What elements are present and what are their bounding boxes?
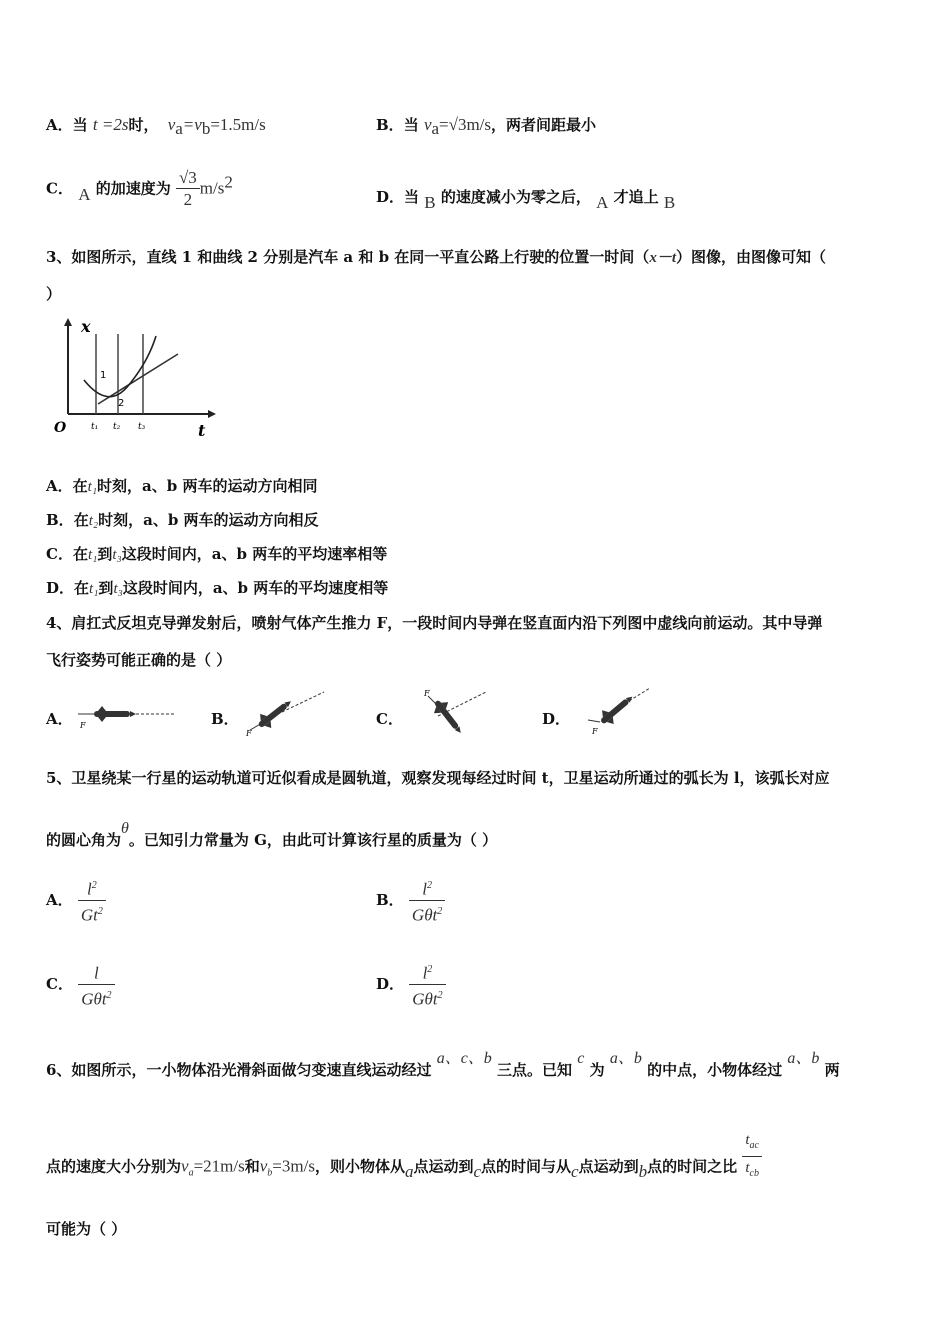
svg-text:F: F	[424, 689, 430, 698]
svg-text:F: F	[246, 729, 252, 738]
q2-option-d: D．当 B 的速度减小为零之后， A 才追上 B	[376, 188, 676, 212]
q5-stem-line2: 的圆心角为θ。已知引力常量为 G，由此可计算该行星的质量为（ ）	[46, 820, 498, 849]
axis-x-label: x	[81, 317, 91, 336]
q4-missile-d	[578, 684, 654, 738]
tick-t2: t₂	[113, 422, 121, 432]
q2-option-a: A．当 t =2s时， $v_a=v_b=1.5m/s$	[46, 115, 266, 138]
curve-1-label: 1	[100, 370, 107, 381]
svg-text:F: F	[592, 727, 598, 736]
q5-option-d: D． $\frac{l^2}{G\theta t^2}$	[376, 960, 446, 1010]
q3-stem-line2: ）	[46, 285, 62, 303]
q4-option-d-label: D．	[542, 710, 571, 728]
q3-option-c: C．在t₁到t₃这段时间内，a、b 两车的平均速率相等	[46, 545, 388, 563]
q4-option-c-label: C．	[376, 710, 403, 728]
q3-stem-line1: 3、如图所示，直线 1 和曲线 2 分别是汽车 a 和 b 在同一平直公路上行驶的位置一时间（x－t）图像，由图像可知（	[46, 248, 826, 266]
q2-option-c: C． A 的加速度为 $\frac{√3}{2}$ $m/s^2$	[46, 168, 233, 209]
q2-option-b: B．当 $v_a=√3m/s$，两者间距最小	[376, 115, 597, 138]
tick-t1: t₁	[91, 422, 99, 432]
q6-stem-line3: 可能为（ ）	[46, 1220, 127, 1238]
q3-option-d: D．在t₁到t₃这段时间内，a、b 两车的平均速度相等	[46, 579, 389, 597]
svg-text:F: F	[80, 721, 86, 730]
q3-option-b: B．在t₂时刻，a、b 两车的运动方向相反	[46, 511, 319, 529]
q4-stem-line2: 飞行姿势可能正确的是（ ）	[46, 651, 232, 669]
q4-missile-c	[408, 686, 488, 738]
q4-missile-b	[242, 688, 326, 738]
q5-option-c: C． $\frac{l}{G\theta t^2}$	[46, 960, 115, 1010]
q3-option-a: A．在t₁时刻，a、b 两车的运动方向相同	[46, 477, 318, 495]
q4-stem-line1: 4、肩扛式反坦克导弹发射后，喷射气体产生推力 F，一段时间内导弹在竖直面内沿下列图中虚线向前运动。其中导弹	[46, 614, 823, 632]
origin-label: O	[54, 420, 67, 436]
curve-2	[84, 336, 156, 397]
curve-2-label: 2	[118, 398, 125, 409]
q4-missile-a	[76, 698, 176, 734]
tick-t3: t₃	[138, 422, 146, 432]
axis-t-label: t	[198, 421, 206, 440]
q4-option-b-label: B．	[211, 710, 239, 728]
q5-option-a: A． $\frac{l^2}{Gt^2}$	[46, 876, 106, 926]
q5-option-b: B． $\frac{l^2}{G\theta t^2}$	[376, 876, 445, 926]
q6-stem-line2: 点的速度大小分别为$v_a=21m/s$和$v_b=3m/s$，则小物体从a点运动到c点的时间与从c点运动到b点的时间之比 $\frac{t_{ac}}{t_{cb}}$	[46, 1140, 762, 1195]
q3-xt-graph	[48, 314, 218, 440]
q4-option-a-label: A．	[46, 710, 73, 728]
q6-stem-line1: 6、如图所示，一小物体沿光滑斜面做匀变速直线运动经过 a、c、b 三点。已知 c 为 a、b 的中点，小物体经过 a、b 两	[46, 1050, 840, 1079]
q5-stem-line1: 5、卫星绕某一行星的运动轨道可近似看成是圆轨道，观察发现每经过时间 t，卫星运动所通过的弧长为 l，该弧长对应	[46, 769, 830, 787]
